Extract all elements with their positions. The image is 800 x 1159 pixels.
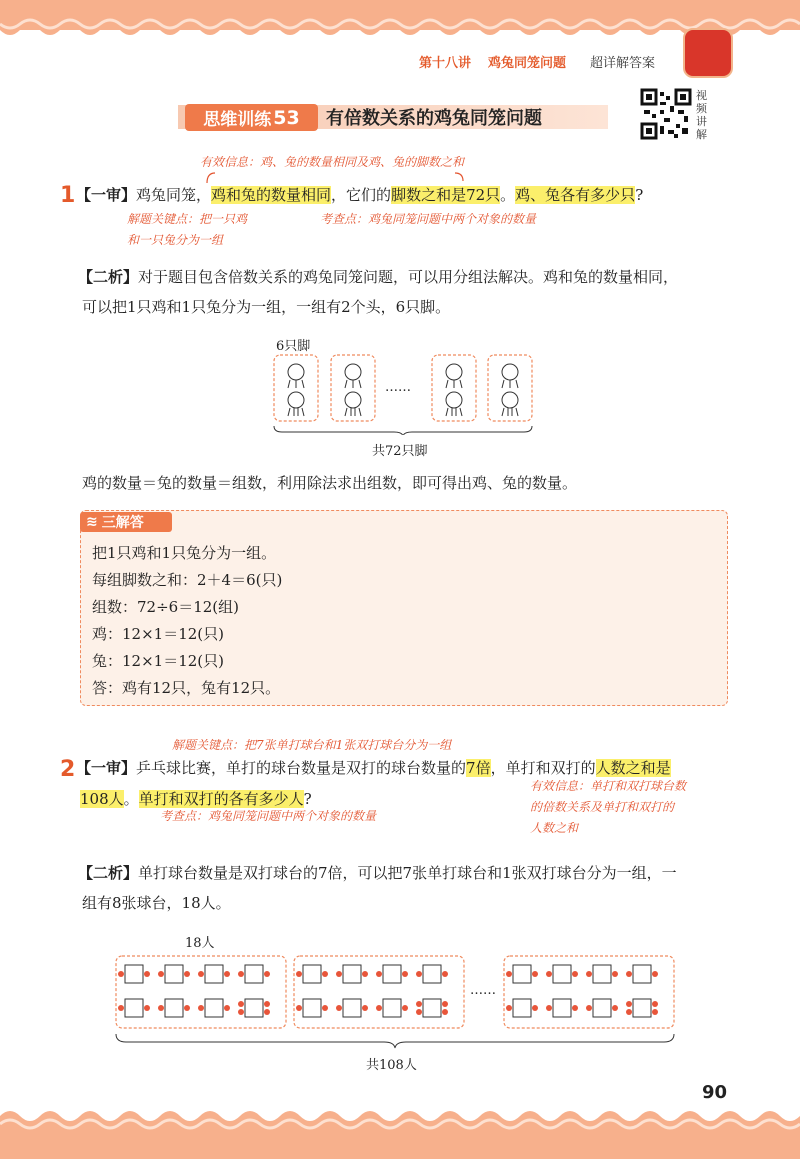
q1-summary: 鸡的数量＝兔的数量＝组数，利用除法求出组数，即可得出鸡、兔的数量。 [82,474,578,492]
header-answer-label: 超详解答案 [590,56,656,71]
wave-icon: ≋ [86,514,98,530]
q1-step3-label: 三解答 [101,515,144,531]
q2-text-c: ，单打和双打的 [490,759,596,777]
header-chapter: 第十八讲 [419,56,472,71]
q1-highlight-question: 鸡、兔各有多少只 [515,186,636,204]
q1-solution-line: 兔：12×1＝12(只) [92,652,224,670]
q1-solution-line: 组数：72÷6＝12(组) [92,598,239,616]
q1-step2-tag: 【二析】 [78,268,139,286]
q1-note-key: 解题关键点：把一只鸡 [127,212,248,226]
q2-note-info-2: 的倍数关系及单打和双打的 [530,800,675,814]
q1-diagram-dots: …… [385,380,411,395]
q1-answer-line: 答：鸡有12只，兔有12只。 [92,679,281,697]
q1-text-g: ? [635,186,644,204]
q2-text-f: 。 [123,790,139,808]
q1-note-exam: 考查点：鸡兔同笼问题中两个对象的数量 [320,212,537,226]
publisher-logo [683,28,733,78]
q2-note-info-3: 人数之和 [530,821,579,835]
header-topic: 鸡兔同笼问题 [488,56,567,71]
q2-diagram-bottom-label: 共108人 [366,1058,417,1073]
q2-highlight-sum: 人数之和是 [595,759,671,777]
q2-text-a: 乒乓球比赛，单打的球台数量是双打的球台数量的 [136,759,467,777]
q1-analysis [78,262,738,322]
q2-highlight-total: 108人 [80,790,124,808]
q2-number: 2 [60,757,76,782]
q2-analysis [78,858,738,918]
q1-diagram-bottom-label: 共72只脚 [372,444,428,459]
section-badge-number: 53 [273,106,300,129]
q1-text-e: 。 [500,186,516,204]
section-title: 有倍数关系的鸡兔同笼问题 [326,108,542,129]
q1-highlight-leg-sum: 脚数之和是72只 [391,186,501,204]
q1-solution-line: 把1只鸡和1只兔分为一组。 [92,544,277,562]
q1-note-key-2: 和一只兔分为一组 [127,233,224,247]
q1-text-a: 鸡兔同笼， [136,186,212,204]
q1-text-c: ，它们的 [331,186,392,204]
page-number: 90 [702,1082,728,1103]
q1-solution-line: 鸡：12×1＝12(只) [92,625,224,643]
q2-highlight-question: 单打和双打的各有多少人 [138,790,304,808]
section-badge [185,104,318,131]
q1-step3-tag [80,512,172,532]
q2-note-key: 解题关键点：把7张单打球台和1张双打球台分为一组 [172,738,452,752]
q2-analysis-line1: 单打球台数量是双打球台的7倍，可以把7张单打球台和1张双打球台分为一组，一 [138,864,677,882]
q1-analysis-line1: 对于题目包含倍数关系的鸡兔同笼问题，可以用分组法解决。鸡和兔的数量相同， [138,268,679,286]
q1-analysis-line2: 可以把1只鸡和1只兔分为一组，一组有2个头，6只脚。 [82,298,451,316]
q2-group-diagram [112,952,680,1052]
q1-highlight-same-count: 鸡和兔的数量相同 [211,186,332,204]
bottom-wave-band [0,1098,800,1159]
video-explain-label: 视频讲解 [696,89,707,141]
q2-diagram-dots: …… [470,983,496,998]
top-wave-band [0,0,800,48]
q1-step1-tag: 【一审】 [76,186,137,204]
q2-analysis-line2: 组有8张球台，18人。 [82,894,231,912]
q2-step2-tag: 【二析】 [78,864,139,882]
q1-question [76,180,643,210]
q1-note-info: 有效信息：鸡、兔的数量相同及鸡、兔的脚数之和 [200,155,465,169]
q1-diagram-top-label: 6只脚 [276,339,311,354]
q2-diagram-top-label: 18人 [185,936,215,951]
section-badge-label: 思维训练 [203,110,272,130]
q2-note-info-1: 有效信息：单打和双打球台数 [530,779,687,793]
qr-code-icon[interactable] [640,88,692,140]
q2-step1-tag: 【一审】 [76,759,137,777]
q2-text-h: ? [303,790,312,808]
q2-highlight-ratio: 7倍 [466,759,491,777]
q2-note-exam: 考查点：鸡兔同笼问题中两个对象的数量 [160,809,377,823]
q1-number: 1 [60,183,76,208]
q1-solution-line: 每组脚数之和：2＋4＝6(只) [92,571,283,589]
